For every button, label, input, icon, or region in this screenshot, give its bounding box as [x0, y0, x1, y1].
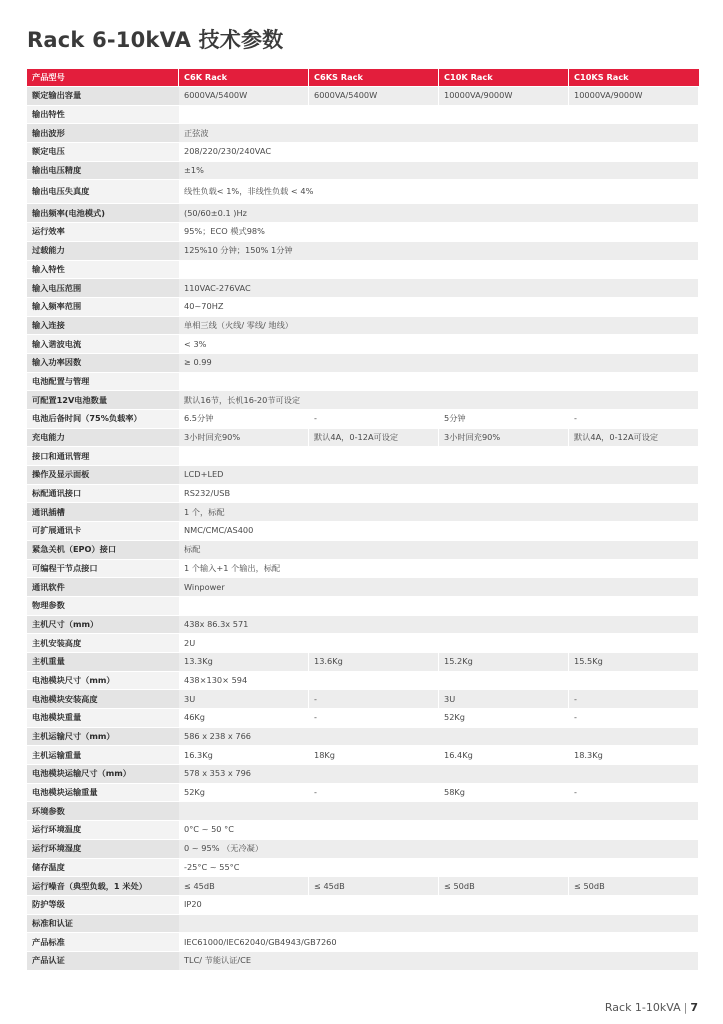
section-heading: 输入特性 [27, 261, 179, 280]
table-cell: 15.5Kg [569, 653, 699, 672]
section-heading: 输出特性 [27, 106, 179, 125]
table-cell: 0 ~ 95% （无冷凝） [179, 840, 699, 859]
table-cell: < 3% [179, 335, 699, 354]
row-label: 防护等级 [27, 896, 179, 915]
table-cell: 15.2Kg [439, 653, 569, 672]
row-label: 产品标准 [27, 933, 179, 952]
row-label: 可配置12V电池数量 [27, 391, 179, 410]
table-cell: 正弦波 [179, 124, 699, 143]
table-cell: 0°C ~ 50 °C [179, 821, 699, 840]
table-cell-empty [179, 915, 699, 934]
section-row [27, 261, 699, 280]
row-label: 通讯软件 [27, 578, 179, 597]
section-row [27, 597, 699, 616]
table-row [27, 391, 699, 410]
table-row [27, 87, 699, 106]
row-label: 输出电压失真度 [27, 180, 179, 204]
table-cell: 18Kg [309, 746, 439, 765]
table-cell: 13.6Kg [309, 653, 439, 672]
table-row [27, 223, 699, 242]
row-label: 过载能力 [27, 242, 179, 261]
table-cell: 3小时回充90% [439, 429, 569, 448]
row-label: 额定输出容量 [27, 87, 179, 106]
row-label: 输出电压精度 [27, 162, 179, 181]
table-row [27, 354, 699, 373]
row-label: 运行环境湿度 [27, 840, 179, 859]
table-row [27, 485, 699, 504]
header-c10ks-rack: C10KS Rack [569, 69, 699, 87]
table-cell: ≤ 45dB [179, 877, 309, 896]
table-cell: 6000VA/5400W [179, 87, 309, 106]
table-cell: 40~70HZ [179, 298, 699, 317]
section-row [27, 915, 699, 934]
table-cell: 578 x 353 x 796 [179, 765, 699, 784]
table-row [27, 560, 699, 579]
spec-table [27, 69, 699, 971]
table-cell: 5分钟 [439, 410, 569, 429]
page-number: 7 [690, 1001, 698, 1014]
table-cell-empty [179, 597, 699, 616]
table-cell: ≥ 0.99 [179, 354, 699, 373]
row-label: 主机运输尺寸（mm） [27, 728, 179, 747]
row-label: 输入连接 [27, 317, 179, 336]
table-row [27, 709, 699, 728]
table-row [27, 162, 699, 181]
table-row [27, 746, 699, 765]
table-cell: ±1% [179, 162, 699, 181]
row-label: 储存温度 [27, 859, 179, 878]
table-cell: 6.5分钟 [179, 410, 309, 429]
table-row [27, 541, 699, 560]
table-row [27, 840, 699, 859]
table-cell: 单相三线（火线/ 零线/ 地线） [179, 317, 699, 336]
page-title: Rack 6-10kVA 技术参数 [27, 28, 284, 52]
table-cell: 3U [179, 690, 309, 709]
row-label: 产品认证 [27, 952, 179, 971]
table-cell: ≤ 50dB [439, 877, 569, 896]
table-row [27, 242, 699, 261]
table-row [27, 522, 699, 541]
footer-text: Rack 1-10kVA [604, 1001, 681, 1014]
row-label: 运行效率 [27, 223, 179, 242]
row-label: 电池模块安装高度 [27, 690, 179, 709]
row-label: 输入谐波电流 [27, 335, 179, 354]
table-cell: - [569, 784, 699, 803]
row-label: 电池模块尺寸（mm） [27, 672, 179, 691]
section-row [27, 373, 699, 392]
table-cell: 标配 [179, 541, 699, 560]
table-row [27, 821, 699, 840]
section-heading: 物理参数 [27, 597, 179, 616]
table-row [27, 896, 699, 915]
table-cell: 52Kg [179, 784, 309, 803]
table-cell: 默认16节，长机16-20节可设定 [179, 391, 699, 410]
table-cell: LCD+LED [179, 466, 699, 485]
row-label: 主机运输重量 [27, 746, 179, 765]
table-cell: 10000VA/9000W [439, 87, 569, 106]
row-label: 输入电压范围 [27, 279, 179, 298]
table-cell: RS232/USB [179, 485, 699, 504]
table-cell: 110VAC-276VAC [179, 279, 699, 298]
section-heading: 接口和通讯管理 [27, 447, 179, 466]
table-cell: ≤ 50dB [569, 877, 699, 896]
table-cell-empty [179, 373, 699, 392]
row-label: 输出频率(电池模式) [27, 204, 179, 223]
table-row [27, 765, 699, 784]
table-cell: 默认4A，0-12A可设定 [569, 429, 699, 448]
section-heading: 环境参数 [27, 802, 179, 821]
row-label: 可扩展通讯卡 [27, 522, 179, 541]
table-row [27, 784, 699, 803]
table-cell: -25°C ~ 55°C [179, 859, 699, 878]
table-cell: 125%10 分钟；150% 1分钟 [179, 242, 699, 261]
table-row [27, 616, 699, 635]
table-row [27, 410, 699, 429]
table-cell: 线性负载< 1%，非线性负载 < 4% [179, 180, 699, 204]
table-row [27, 578, 699, 597]
spec-table-body [27, 87, 699, 971]
table-cell: - [569, 410, 699, 429]
row-label: 运行噪音（典型负载，1 米处） [27, 877, 179, 896]
section-heading: 电池配置与管理 [27, 373, 179, 392]
table-cell: 58Kg [439, 784, 569, 803]
table-row [27, 180, 699, 204]
table-cell-empty [179, 447, 699, 466]
table-cell: 95%；ECO 模式98% [179, 223, 699, 242]
section-row [27, 802, 699, 821]
table-cell: - [309, 410, 439, 429]
row-label: 主机重量 [27, 653, 179, 672]
row-label: 主机安装高度 [27, 634, 179, 653]
table-row [27, 877, 699, 896]
row-label: 电池模块运输重量 [27, 784, 179, 803]
row-label: 操作及显示面板 [27, 466, 179, 485]
header-c6ks-rack: C6KS Rack [309, 69, 439, 87]
table-cell: 3U [439, 690, 569, 709]
row-label: 主机尺寸（mm） [27, 616, 179, 635]
row-label: 运行环境温度 [27, 821, 179, 840]
row-label: 额定电压 [27, 143, 179, 162]
table-row [27, 634, 699, 653]
table-cell: 10000VA/9000W [569, 87, 699, 106]
section-heading: 标准和认证 [27, 915, 179, 934]
row-label: 标配通讯接口 [27, 485, 179, 504]
table-row [27, 124, 699, 143]
table-cell: ≤ 45dB [309, 877, 439, 896]
table-cell: - [309, 690, 439, 709]
table-header-row [27, 69, 699, 87]
table-cell: 3小时回充90% [179, 429, 309, 448]
table-cell: 16.4Kg [439, 746, 569, 765]
table-row [27, 335, 699, 354]
table-cell: 16.3Kg [179, 746, 309, 765]
table-cell: 默认4A，0-12A可设定 [309, 429, 439, 448]
header-c10k-rack: C10K Rack [439, 69, 569, 87]
table-row [27, 728, 699, 747]
table-cell: TLC/ 节能认证/CE [179, 952, 699, 971]
table-row [27, 298, 699, 317]
table-cell: 46Kg [179, 709, 309, 728]
table-row [27, 859, 699, 878]
table-cell: 586 x 238 x 766 [179, 728, 699, 747]
section-row [27, 106, 699, 125]
table-cell: 438×130× 594 [179, 672, 699, 691]
table-cell: 18.3Kg [569, 746, 699, 765]
table-cell: 1 个输入+1 个输出，标配 [179, 560, 699, 579]
table-row [27, 279, 699, 298]
table-cell: (50/60±0.1 )Hz [179, 204, 699, 223]
row-label: 输入功率因数 [27, 354, 179, 373]
table-row [27, 933, 699, 952]
row-label: 电池后备时间（75%负载率） [27, 410, 179, 429]
table-cell: 208/220/230/240VAC [179, 143, 699, 162]
row-label: 紧急关机（EPO）接口 [27, 541, 179, 560]
table-row [27, 466, 699, 485]
table-cell: 2U [179, 634, 699, 653]
table-cell: 1 个，标配 [179, 503, 699, 522]
table-row [27, 672, 699, 691]
table-cell: - [309, 709, 439, 728]
row-label: 电池模块运输尺寸（mm） [27, 765, 179, 784]
table-row [27, 429, 699, 448]
row-label: 充电能力 [27, 429, 179, 448]
table-row [27, 690, 699, 709]
table-cell-empty [179, 106, 699, 125]
table-cell: IEC61000/IEC62040/GB4943/GB7260 [179, 933, 699, 952]
table-row [27, 317, 699, 336]
table-cell: IP20 [179, 896, 699, 915]
table-row [27, 653, 699, 672]
table-cell: Winpower [179, 578, 699, 597]
table-cell-empty [179, 802, 699, 821]
row-label: 通讯插槽 [27, 503, 179, 522]
table-cell: NMC/CMC/AS400 [179, 522, 699, 541]
header-c6k-rack: C6K Rack [179, 69, 309, 87]
table-row [27, 204, 699, 223]
row-label: 可编程干节点接口 [27, 560, 179, 579]
table-cell: - [569, 690, 699, 709]
table-cell: 52Kg [439, 709, 569, 728]
table-row [27, 952, 699, 971]
table-cell: - [569, 709, 699, 728]
footer-separator: | [683, 1001, 688, 1014]
section-row [27, 447, 699, 466]
table-row [27, 143, 699, 162]
row-label: 输入频率范围 [27, 298, 179, 317]
row-label: 输出波形 [27, 124, 179, 143]
table-cell: 438x 86.3x 571 [179, 616, 699, 635]
row-label: 电池模块重量 [27, 709, 179, 728]
page-footer [605, 1001, 698, 1014]
table-cell: - [309, 784, 439, 803]
table-row [27, 503, 699, 522]
table-cell-empty [179, 261, 699, 280]
table-cell: 6000VA/5400W [309, 87, 439, 106]
table-cell: 13.3Kg [179, 653, 309, 672]
header-product-model: 产品型号 [27, 69, 179, 87]
